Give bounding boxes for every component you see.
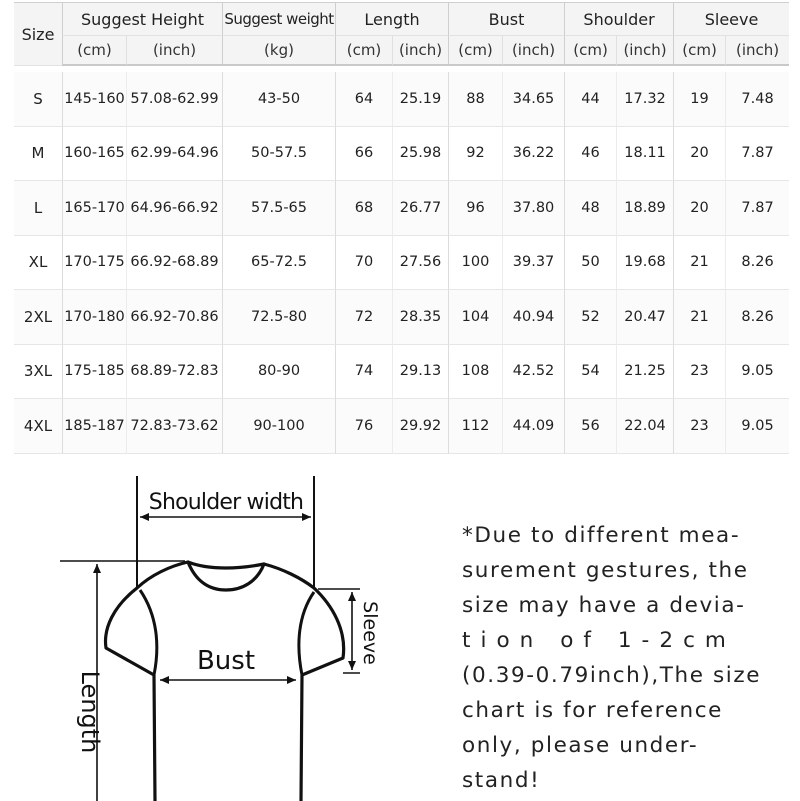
size-chart-table	[14, 2, 789, 454]
cell-shoulder-cm: 54	[564, 345, 616, 400]
length-header: Length	[335, 2, 448, 36]
shoulder-header: Shoulder	[564, 2, 673, 36]
cell-length-in: 29.92	[392, 399, 448, 454]
cell-bust-cm: 108	[448, 345, 502, 400]
cell-size: 3XL	[14, 345, 62, 400]
table-row	[14, 236, 789, 291]
bust-arrowhead-left	[160, 676, 169, 684]
cell-weight-kg: 80-90	[222, 345, 335, 400]
cell-bust-cm: 104	[448, 290, 502, 345]
cell-bust-in: 34.65	[502, 72, 564, 127]
cell-height-in: 57.08-62.99	[126, 72, 222, 127]
cell-length-cm: 70	[335, 236, 392, 291]
table-row	[14, 399, 789, 454]
cell-sleeve-cm: 21	[673, 290, 725, 345]
cell-height-in: 72.83-73.62	[126, 399, 222, 454]
cell-height-in: 66.92-70.86	[126, 290, 222, 345]
cell-bust-in: 37.80	[502, 181, 564, 236]
table-row	[14, 290, 789, 345]
size-table-body	[14, 66, 789, 454]
unit-inch: (inch)	[616, 36, 673, 66]
cell-shoulder-cm: 44	[564, 72, 616, 127]
cell-sleeve-in: 8.26	[725, 290, 789, 345]
cell-shoulder-cm: 56	[564, 399, 616, 454]
cell-length-in: 25.19	[392, 72, 448, 127]
height-header: Suggest Height	[62, 2, 222, 36]
cell-size: M	[14, 127, 62, 182]
cell-shoulder-cm: 50	[564, 236, 616, 291]
size-header: Size	[14, 2, 62, 66]
cell-weight-kg: 50-57.5	[222, 127, 335, 182]
cell-height-cm: 170-180	[62, 290, 126, 345]
cell-size: 2XL	[14, 290, 62, 345]
weight-header: Suggest weight	[222, 2, 335, 36]
cell-bust-in: 42.52	[502, 345, 564, 400]
length-label: Length	[76, 670, 104, 754]
cell-sleeve-cm: 23	[673, 399, 725, 454]
table-row	[14, 72, 789, 127]
note-line: stand!	[462, 768, 541, 793]
cell-length-in: 29.13	[392, 345, 448, 400]
cell-length-cm: 74	[335, 345, 392, 400]
cell-weight-kg: 43-50	[222, 72, 335, 127]
cell-size: L	[14, 181, 62, 236]
shoulder-arrowhead-left	[140, 513, 149, 521]
cell-weight-kg: 72.5-80	[222, 290, 335, 345]
unit-inch: (inch)	[392, 36, 448, 66]
cell-size: 4XL	[14, 399, 62, 454]
cell-sleeve-cm: 20	[673, 127, 725, 182]
note-line: only, please under-	[462, 733, 699, 758]
cell-length-in: 27.56	[392, 236, 448, 291]
shoulder-width-label: Shoulder width	[148, 490, 304, 515]
cell-shoulder-in: 17.32	[616, 72, 673, 127]
note-line: t i o n o f 1 - 2 c m	[462, 628, 728, 653]
bust-header: Bust	[448, 2, 564, 36]
cell-bust-cm: 112	[448, 399, 502, 454]
cell-height-in: 62.99-64.96	[126, 127, 222, 182]
cell-shoulder-in: 22.04	[616, 399, 673, 454]
cell-length-cm: 66	[335, 127, 392, 182]
cell-weight-kg: 90-100	[222, 399, 335, 454]
sleeve-seam-right	[299, 592, 314, 675]
unit-inch: (inch)	[502, 36, 564, 66]
cell-length-in: 25.98	[392, 127, 448, 182]
unit-inch: (inch)	[126, 36, 222, 66]
cell-length-cm: 76	[335, 399, 392, 454]
note-line: surement gestures, the	[462, 558, 749, 583]
cell-sleeve-in: 7.87	[725, 127, 789, 182]
cell-sleeve-cm: 19	[673, 72, 725, 127]
cell-height-cm: 165-170	[62, 181, 126, 236]
cell-bust-cm: 92	[448, 127, 502, 182]
cell-weight-kg: 65-72.5	[222, 236, 335, 291]
cell-length-in: 28.35	[392, 290, 448, 345]
cell-sleeve-cm: 20	[673, 181, 725, 236]
unit-cm: (cm)	[564, 36, 616, 66]
shoulder-arrowhead-right	[302, 513, 311, 521]
cell-height-cm: 185-187	[62, 399, 126, 454]
cell-height-in: 64.96-66.92	[126, 181, 222, 236]
length-arrowhead-top	[93, 564, 101, 573]
note-line: *Due to different mea-	[462, 523, 741, 548]
cell-bust-cm: 100	[448, 236, 502, 291]
cell-bust-in: 40.94	[502, 290, 564, 345]
unit-cm: (cm)	[335, 36, 392, 66]
cell-height-in: 68.89-72.83	[126, 345, 222, 400]
note-line: chart is for reference	[462, 698, 723, 723]
cell-bust-in: 44.09	[502, 399, 564, 454]
unit-kg: (kg)	[222, 36, 335, 66]
cell-length-in: 26.77	[392, 181, 448, 236]
unit-inch: (inch)	[725, 36, 789, 66]
cell-shoulder-in: 20.47	[616, 290, 673, 345]
note-line: size may have a devia-	[462, 593, 746, 618]
cell-size: XL	[14, 236, 62, 291]
cell-sleeve-cm: 23	[673, 345, 725, 400]
cell-sleeve-in: 8.26	[725, 236, 789, 291]
header-row-units	[14, 36, 789, 66]
cell-sleeve-in: 7.87	[725, 181, 789, 236]
cell-shoulder-in: 19.68	[616, 236, 673, 291]
sleeve-label: Sleeve	[359, 601, 381, 665]
tshirt-outline	[106, 562, 344, 801]
tshirt-collar	[188, 562, 264, 568]
cell-bust-cm: 88	[448, 72, 502, 127]
unit-cm: (cm)	[673, 36, 725, 66]
cell-bust-in: 36.22	[502, 127, 564, 182]
note-line: (0.39-0.79inch),The size	[462, 663, 762, 688]
cell-height-cm: 170-175	[62, 236, 126, 291]
sleeve-header: Sleeve	[673, 2, 789, 36]
cell-shoulder-in: 21.25	[616, 345, 673, 400]
cell-shoulder-cm: 48	[564, 181, 616, 236]
cell-shoulder-cm: 46	[564, 127, 616, 182]
tshirt-measurement-diagram	[0, 450, 450, 801]
cell-height-cm: 145-160	[62, 72, 126, 127]
cell-height-cm: 175-185	[62, 345, 126, 400]
sleeve-arrowhead-bottom	[348, 661, 356, 670]
bust-label: Bust	[196, 646, 256, 676]
cell-height-cm: 160-165	[62, 127, 126, 182]
cell-bust-cm: 96	[448, 181, 502, 236]
cell-shoulder-in: 18.11	[616, 127, 673, 182]
table-row	[14, 181, 789, 236]
table-row	[14, 345, 789, 400]
cell-sleeve-in: 7.48	[725, 72, 789, 127]
measurement-note	[462, 518, 762, 798]
unit-cm: (cm)	[62, 36, 126, 66]
cell-length-cm: 64	[335, 72, 392, 127]
cell-sleeve-in: 9.05	[725, 399, 789, 454]
cell-sleeve-cm: 21	[673, 236, 725, 291]
cell-length-cm: 68	[335, 181, 392, 236]
cell-shoulder-cm: 52	[564, 290, 616, 345]
cell-sleeve-in: 9.05	[725, 345, 789, 400]
cell-weight-kg: 57.5-65	[222, 181, 335, 236]
sleeve-arrowhead-top	[348, 592, 356, 601]
header-row-titles	[14, 2, 789, 36]
cell-bust-in: 39.37	[502, 236, 564, 291]
cell-shoulder-in: 18.89	[616, 181, 673, 236]
cell-size: S	[14, 72, 62, 127]
unit-cm: (cm)	[448, 36, 502, 66]
cell-length-cm: 72	[335, 290, 392, 345]
table-row	[14, 127, 789, 182]
bust-arrowhead-right	[287, 676, 296, 684]
cell-height-in: 66.92-68.89	[126, 236, 222, 291]
sleeve-seam-left	[140, 590, 157, 675]
